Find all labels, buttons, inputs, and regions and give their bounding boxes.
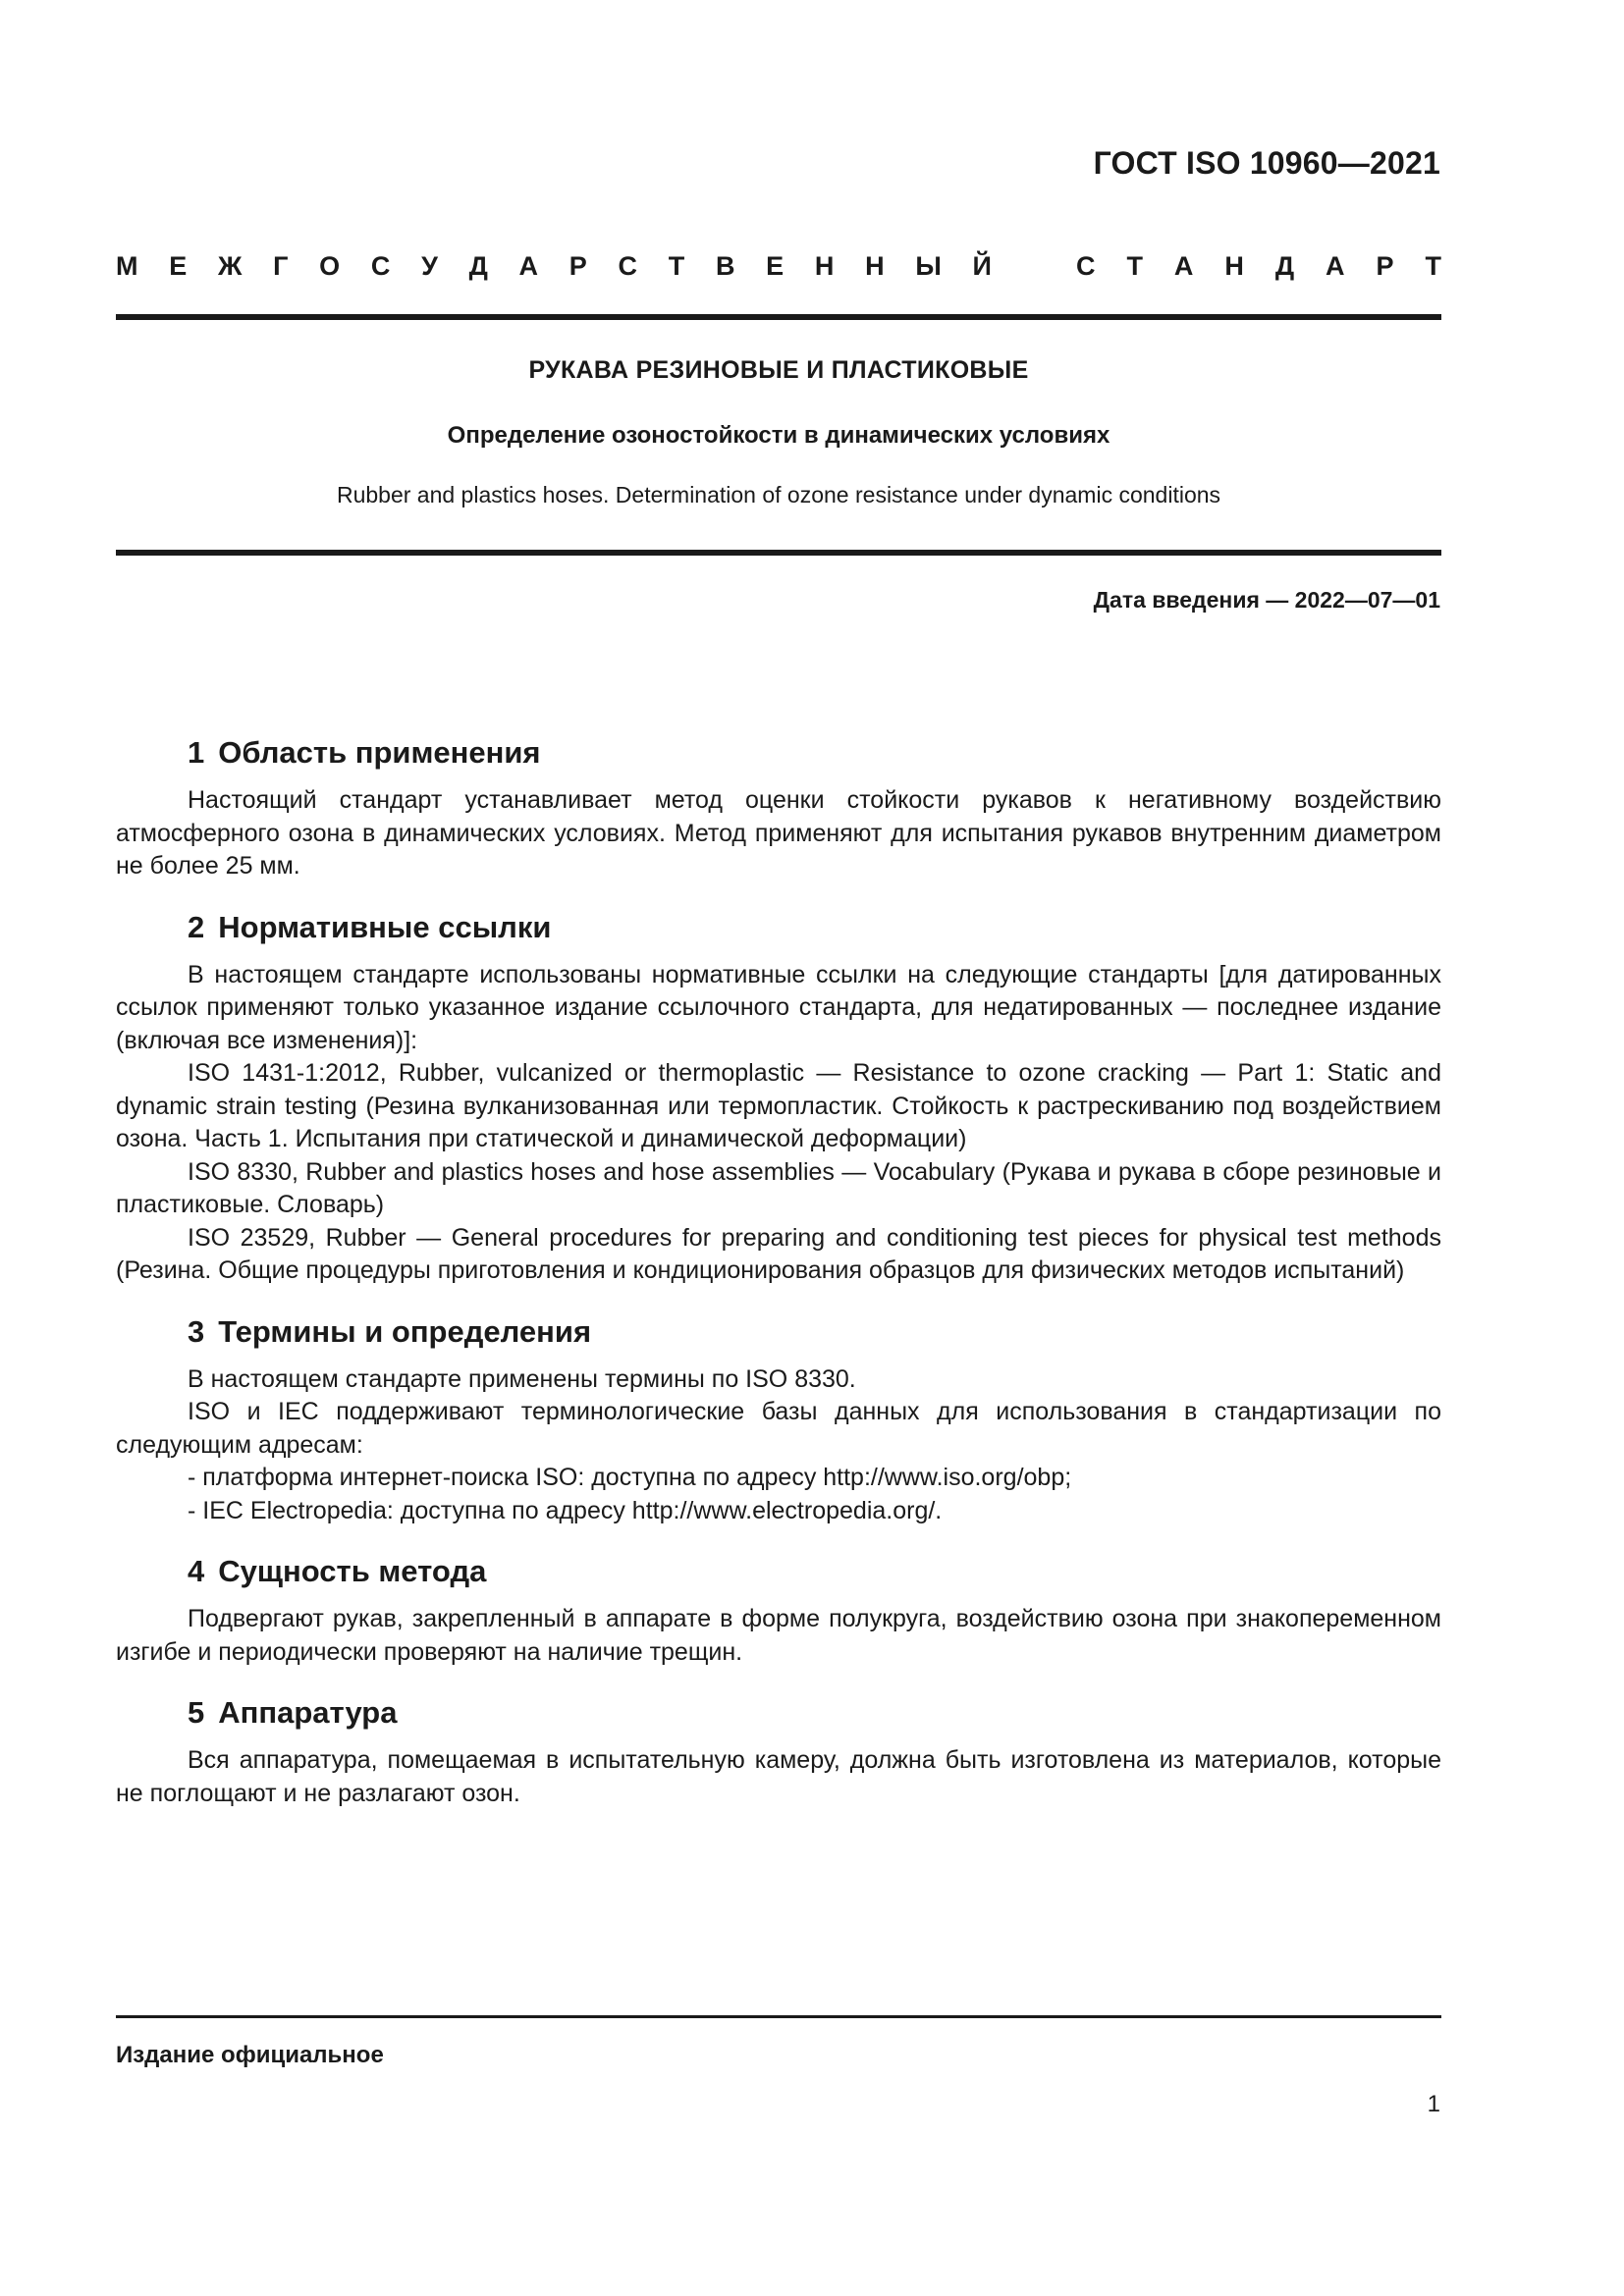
section-3 — [116, 1310, 1441, 1528]
heading-letter: А — [518, 251, 539, 281]
footer-rule — [116, 2015, 1441, 2018]
heading-letter: Н — [1224, 251, 1244, 281]
heading-letter: Н — [865, 251, 885, 281]
title-en: Rubber and plastics hoses. Determination of ozone resistance under dynamic conditions — [336, 482, 1221, 507]
section-1 — [116, 731, 1441, 883]
page-number: 1 — [1427, 2091, 1440, 2117]
heading-letter: А — [1326, 251, 1345, 281]
heading-letter: Т — [1126, 251, 1143, 281]
section-5 — [116, 1691, 1441, 1810]
heading-letter: В — [715, 251, 735, 281]
heading-letter: Ж — [217, 251, 243, 281]
heading-letter: У — [421, 251, 438, 281]
heading-letter: О — [319, 251, 341, 281]
section-heading: 4 Сущность метода — [188, 1554, 487, 1588]
heading-letter: Е — [169, 251, 188, 281]
standard-kind-word-2 — [1076, 251, 1441, 282]
heading-letter: Д — [1274, 251, 1295, 281]
paragraph: В настоящем стандарте применены термины по ISO 8330. — [188, 1364, 856, 1393]
section-heading: 5 Аппаратура — [188, 1695, 398, 1730]
heading-letter: А — [1173, 251, 1194, 281]
paragraph: Вся аппаратура, помещаемая в испытательную камеру, должна быть изготовлена из материалов, которые не поглощают и не разлагают озон. — [116, 1746, 1441, 1807]
subtitle-ru: Определение озоностойкости в динамических условиях — [447, 422, 1110, 449]
document-code: ГОСТ ISO 10960—2021 — [1093, 145, 1440, 181]
paragraph: Настоящий стандарт устанавливает метод оценки стойкости рукавов к негативному воздействию атмосферного озона в динамических условиях. Метод применяют для испытания рукавов внутренним диаметром не более 25 мм. — [116, 786, 1441, 880]
heading-letter: Г — [273, 251, 289, 281]
section-heading: 2 Нормативные ссылки — [188, 909, 552, 944]
heading-letter: Т — [1425, 251, 1441, 281]
heading-letter: Р — [568, 251, 587, 281]
list-item: - IEC Electropedia: доступна по адресу http://www.electropedia.org/. — [188, 1496, 943, 1524]
paragraph: Подвергают рукав, закрепленный в аппарате в форме полукруга, воздействию озона при знакопеременном изгибе и периодически проверяют на наличие трещин. — [116, 1605, 1441, 1666]
heading-letter: С — [618, 251, 637, 281]
heading-letter: Е — [766, 251, 785, 281]
reference-item: ISO 1431-1:2012, Rubber, vulcanized or thermoplastic — Resistance to ozone cracking — Part 1: Static and dynamic strain testing (Резина вулканизованная или термопластик. Стойкость к растрескиванию под воздействием озона. Часть 1. Испытания при статической и динамической деформации) — [116, 1059, 1441, 1152]
heading-letter: М — [116, 251, 138, 281]
heading-letter: С — [1076, 251, 1096, 281]
top-rule — [116, 314, 1441, 320]
section-4 — [116, 1550, 1441, 1669]
reference-item: ISO 23529, Rubber — General procedures for preparing and conditioning test pieces for physical test methods (Резина. Общие процедуры приготовления и кондиционирования образцов для физических методов испытаний) — [116, 1223, 1441, 1284]
heading-letter: Д — [468, 251, 488, 281]
standard-kind-word-1 — [116, 251, 992, 282]
heading-letter: Р — [1376, 251, 1394, 281]
list-item: - платформа интернет-поиска ISO: доступна по адресу http://www.iso.org/obp; — [188, 1464, 1072, 1491]
section-2 — [116, 906, 1441, 1288]
section-heading: 3 Термины и определения — [188, 1313, 592, 1349]
heading-letter: Ы — [915, 251, 942, 281]
title-rule — [116, 550, 1441, 556]
heading-letter: С — [370, 251, 391, 281]
paragraph: В настоящем стандарте использованы нормативные ссылки на следующие стандарты [для датированных ссылок применяют только указанное издание ссылочного стандарта, для недатированных — последнее издание (включая все изменения)]: — [116, 960, 1441, 1054]
section-heading: 1 Область применения — [188, 735, 541, 770]
document-body — [116, 731, 1441, 1810]
heading-letter: Н — [814, 251, 835, 281]
paragraph: ISO и IEC поддерживают терминологические базы данных для использования в стандартизации по следующим адресам: — [116, 1398, 1441, 1459]
heading-letter: Т — [668, 251, 685, 281]
reference-item: ISO 8330, Rubber and plastics hoses and hose assemblies — Vocabulary (Рукава и рукава в сборе резиновые и пластиковые. Словарь) — [116, 1157, 1441, 1218]
edition-label: Издание официальное — [116, 2042, 384, 2068]
standard-kind-heading — [116, 251, 1441, 282]
title-ru: РУКАВА РЕЗИНОВЫЕ И ПЛАСТИКОВЫЕ — [528, 356, 1029, 384]
heading-letter: Й — [972, 251, 992, 281]
introduction-date: Дата введения — 2022—07—01 — [1093, 587, 1440, 613]
